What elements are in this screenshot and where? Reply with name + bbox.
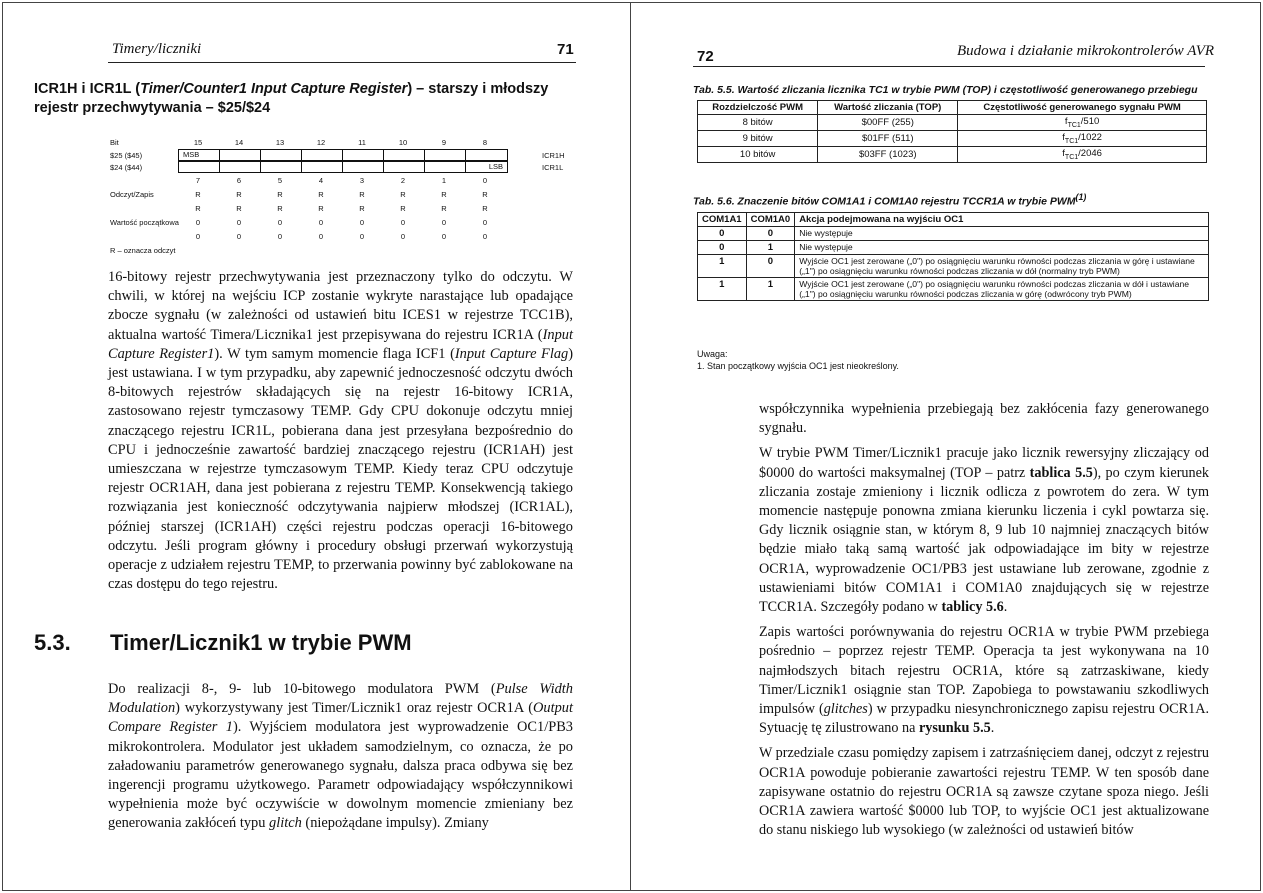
- init-label: Wartość początkowa: [110, 218, 179, 227]
- addr-low: $24 ($44): [110, 163, 143, 172]
- bit-cell-divider: [465, 150, 466, 160]
- paragraph-pwm: Do realizacji 8-, 9- lub 10-bitowego modulatora PWM (Pulse Width Modulation) wykorzystywany jest Timer/Licznik1 oraz rejestr OCR1A (Output Compare Register 1). Wyjściem modulatora jest wyprowadzenie OC1/PB3 mikrokontrolera. Modulator jest układem samodzielnym, co oznacza, że po załadowaniu parametrów generowanego sygnału, dalsza praca odbywa się bez ingerencji programu użytkowego. Parametr odpowiadający współczynnikowi wypełnienia może być oczywiście w dowolnym momencie zmieniany bez generowania zakłóceń typu glitch (niepożądane impulsy). Zmiany: [108, 681, 573, 832]
- bit-cell-divider: [342, 162, 343, 172]
- bit-number: 1: [441, 176, 447, 185]
- init-value: 0: [195, 218, 201, 227]
- init-value: 0: [318, 218, 324, 227]
- bit-number: 14: [234, 138, 244, 147]
- init-value: 0: [277, 232, 283, 241]
- bit-number: 0: [482, 176, 488, 185]
- table-cell: 8 bitów: [698, 115, 818, 131]
- table-cell: Nie występuje: [795, 227, 1209, 241]
- rw-value: R: [318, 190, 324, 199]
- table-row: [698, 146, 1207, 162]
- table-row: [698, 130, 1207, 146]
- init-value: 0: [441, 218, 447, 227]
- table-cell: 0: [746, 227, 795, 241]
- table55-header: Częstotliwość generowanego sygnału PWM: [958, 101, 1207, 115]
- init-value: 0: [236, 232, 242, 241]
- init-value: 0: [359, 218, 365, 227]
- bit-row-high: [178, 149, 508, 161]
- init-value: 0: [441, 232, 447, 241]
- rw-label: Odczyt/Zapis: [110, 190, 154, 199]
- paragraph-counter: W trybie PWM Timer/Licznik1 pracuje jako licznik rewersyjny zliczający od $0000 do wartości maksymalnej (TOP – patrz tablica 5.5), po czym kierunek zliczania zostaje zmieniony i licznik odlicza z powrotem do zera. W tym momencie następuje ponowna zmiana kierunku liczenia i cykl powtarza się. Gdy licznik osiągnie stan, w którym 8, 9 lub 10 najmniej znaczących bitów będzie miało taką samą wartość jak odpowiadające im bity w rejestrze OCR1A, wyprowadzenie OC1/PB3 jest ustawiane lub zerowane, zgodnie z ustawieniami bitów COM1A1 i COM1A0 znajdujących się w rejestrze TCCR1A. Szczegóły podano w tablicy 5.6.: [759, 445, 1209, 616]
- table56-header: Akcja podejmowana na wyjściu OC1: [795, 213, 1209, 227]
- table-cell: 10 bitów: [698, 146, 818, 162]
- table-cell: 0: [698, 227, 747, 241]
- table-cell: 1: [698, 255, 747, 278]
- table-cell-frequency: $f_{TC1}/2046$: [958, 146, 1207, 162]
- paragraph-temp: W przedziale czasu pomiędzy zapisem i zatrzaśnięciem danej, odczyt z rejestru OCR1A powoduje pobieranie zawartości rejestru TEMP. W ten sposób dane zapisywane ostatnio do rejestru OCR1A są zawsze czytane spoza niego. Jeśli OCR1A zawiera wartość $0000 lub TOP, to wyjście OC1 jest aktualizowane do stanu niskiego lub wysokiego (w zależności od ustawień bitów: [759, 745, 1209, 839]
- rw-value: R: [482, 204, 488, 213]
- rw-value: R: [441, 190, 447, 199]
- bit-number: 10: [398, 138, 408, 147]
- table-cell: $00FF (255): [818, 115, 958, 131]
- bit-cell-divider: [424, 162, 425, 172]
- bit-number: 8: [482, 138, 488, 147]
- bit-cell-divider: [260, 162, 261, 172]
- table56-note: Uwaga: 1. Stan początkowy wyjścia OC1 jest nieokreślony.: [697, 349, 899, 371]
- bit-number: 7: [195, 176, 201, 185]
- rw-value: R: [482, 190, 488, 199]
- init-value: 0: [236, 218, 242, 227]
- bit-number: 15: [193, 138, 203, 147]
- rw-value: R: [400, 190, 406, 199]
- bit-cell-divider: [219, 150, 220, 160]
- init-value: 0: [359, 232, 365, 241]
- table56: [697, 212, 1209, 301]
- register-legend: R – oznacza odczyt: [110, 246, 176, 255]
- table56-header: COM1A1: [698, 213, 747, 227]
- bit-cell-divider: [383, 162, 384, 172]
- table-row: [698, 255, 1209, 278]
- bit-label: Bit: [110, 138, 119, 147]
- init-value: 0: [400, 218, 406, 227]
- rw-value: R: [400, 204, 406, 213]
- table55-header: Rozdzielczość PWM: [698, 101, 818, 115]
- table-row: [698, 241, 1209, 255]
- table56-caption: Tab. 5.6. Znaczenie bitów COM1A1 i COM1A0 rejestru TCCR1A w trybie PWM$^{(1)}$: [693, 192, 1087, 208]
- init-value: 0: [482, 218, 488, 227]
- paragraph-icr: 16-bitowy rejestr przechwytywania jest przeznaczony tylko do odczytu. W chwili, w której na wejściu ICP zostanie wykryte narastające lub opadające zbocze sygnału (w zależności od ustawień bitu ICES1 w rejestrze TCC1B), aktualna wartość Timera/Licznika1 jest przepisywana do rejestru ICR1A (Input Capture Register1). W tym samym momencie flaga ICF1 (Input Capture Flag) jest ustawiana. I w tym przypadku, aby zapewnić jednoczesność odczytu dwóch 8-bitowych rejestrów składających się na rejestr 16-bitowy ICR1A, zastosowano rejestr tymczasowy TEMP. Gdy CPU dokonuje odczytu mniej znaczącego rejestru ICR1L, pobierana dana jest przesyłana bezpośrednio do CPU i jednocześnie zawartość bardziej znaczącego rejestru (ICR1AH) jest umieszczana w rejestrze tymczasowym TEMP. Kiedy teraz CPU odczytuje rejestr OCR1AH, dana jest pobierana z rejestru TEMP. Konsekwencją takiego rozwiązania jest konieczność odczytywania najpierw młodszej (ICR1AL), później starszej (ICR1AH) części rejestru podczas operacji 16-bitowego odczytu. Jeśli program główny i procedury obsługi przerwań wykorzystują operacje z udziałem rejestru TEMP, to przerwania powinny być zablokowane na czas dostępu do tego rejestru.: [108, 269, 574, 593]
- rw-value: R: [236, 204, 242, 213]
- bit-cell-divider: [301, 150, 302, 160]
- right-page: [631, 0, 1263, 893]
- bit-number: 6: [236, 176, 242, 185]
- bit-cell-divider: [219, 162, 220, 172]
- table-cell: 1: [698, 278, 747, 301]
- running-head-right: Budowa i działanie mikrokontrolerów AVR: [957, 43, 1215, 59]
- bit-cell-divider: [260, 150, 261, 160]
- table-cell: Nie występuje: [795, 241, 1209, 255]
- bit-number: 11: [358, 138, 366, 147]
- table55-caption: Tab. 5.5. Wartość zliczania licznika TC1 w trybie PWM (TOP) i częstotliwość generowanego przebiegu: [693, 84, 1198, 96]
- rw-value: R: [359, 204, 365, 213]
- table-row: [698, 115, 1207, 131]
- lsb-label: LSB: [488, 162, 503, 171]
- table-row: [698, 227, 1209, 241]
- section-title: Timer/Licznik1 w trybie PWM: [110, 630, 412, 655]
- table-cell: 9 bitów: [698, 130, 818, 146]
- table-cell: 0: [698, 241, 747, 255]
- page-number: 71: [557, 41, 574, 58]
- right-body-text: [759, 400, 1209, 840]
- bit-number: 3: [359, 176, 365, 185]
- header-rule: [108, 62, 576, 63]
- table55-header: Wartość zliczania (TOP): [818, 101, 958, 115]
- table-cell: 1: [746, 241, 795, 255]
- bit-cell-divider: [342, 150, 343, 160]
- register-name-low: ICR1L: [542, 163, 564, 172]
- paragraph-compare: Zapis wartości porównywania do rejestru OCR1A w trybie PWM przebiega pośrednio – poprzez rejestr TEMP. Operacja ta jest wykonywana na 10 najmłodszych bitach rejestru OCR1A, które są zatrzaskiwane, kiedy Timer/Licznik1 osiągnie stan TOP. Zapobiega to powstawaniu szkodliwych impulsów (glitches) w przypadku niesynchronicznego zapisu rejestru OCR1A. Sytuację tę zilustrowano na rysunku 5.5.: [759, 624, 1209, 737]
- header-rule-right: [693, 66, 1205, 67]
- init-value: 0: [400, 232, 406, 241]
- bit-number: 4: [318, 176, 324, 185]
- paragraph-continue: współczynnika wypełnienia przebiegają bez zakłócenia fazy generowanego sygnału.: [759, 401, 1209, 437]
- left-page: [0, 0, 630, 893]
- bit-number: 13: [275, 138, 285, 147]
- table-cell: Wyjście OC1 jest zerowane („0") po osiągnięciu warunku równości podczas zliczania w dół i ustawiane („1") po osiągnięciu warunku równości podczas zliczania w górę (odwrócony tryb PWM): [795, 278, 1209, 301]
- section-number: 5.3.: [34, 630, 71, 655]
- rw-value: R: [277, 190, 283, 199]
- init-value: 0: [195, 232, 201, 241]
- table-cell: $03FF (1023): [818, 146, 958, 162]
- bit-number: 12: [316, 138, 326, 147]
- rw-value: R: [236, 190, 242, 199]
- init-value: 0: [318, 232, 324, 241]
- register-heading: ICR1H i ICR1L (Timer/Counter1 Input Capture Register) – starszy i młodszy rejestr przechwytywania – $25/$24: [34, 81, 549, 116]
- table-cell: 1: [746, 278, 795, 301]
- rw-value: R: [195, 190, 201, 199]
- table55: [697, 100, 1207, 163]
- section-heading: [34, 630, 412, 656]
- register-bit-table: [110, 136, 580, 256]
- init-value: 0: [482, 232, 488, 241]
- rw-value: R: [359, 190, 365, 199]
- bit-row-low: [178, 161, 508, 173]
- addr-high: $25 ($45): [110, 151, 143, 160]
- bit-cell-divider: [383, 150, 384, 160]
- init-value: 0: [277, 218, 283, 227]
- table-row: [698, 278, 1209, 301]
- rw-value: R: [277, 204, 283, 213]
- table-cell: 0: [746, 255, 795, 278]
- bit-number: 9: [441, 138, 447, 147]
- rw-value: R: [318, 204, 324, 213]
- bit-number: 2: [400, 176, 406, 185]
- table-cell: Wyjście OC1 jest zerowane („0") po osiągnięciu warunku równości podczas zliczania w górę i ustawiane („1") po osiągnięciu warunku równości podczas zliczania w dół (normalny tryb PWM): [795, 255, 1209, 278]
- table-cell-frequency: $f_{TC1}/510$: [958, 115, 1207, 131]
- page-number-right: 72: [697, 48, 714, 65]
- table-cell: $01FF (511): [818, 130, 958, 146]
- bit-cell-divider: [301, 162, 302, 172]
- table56-header: COM1A0: [746, 213, 795, 227]
- register-name-high: ICR1H: [542, 151, 565, 160]
- table-cell-frequency: $f_{TC1}/1022$: [958, 130, 1207, 146]
- running-head: Timery/liczniki: [112, 41, 202, 57]
- msb-label: MSB: [183, 150, 200, 159]
- bit-cell-divider: [465, 162, 466, 172]
- rw-value: R: [195, 204, 201, 213]
- rw-value: R: [441, 204, 447, 213]
- bit-number: 5: [277, 176, 283, 185]
- bit-cell-divider: [424, 150, 425, 160]
